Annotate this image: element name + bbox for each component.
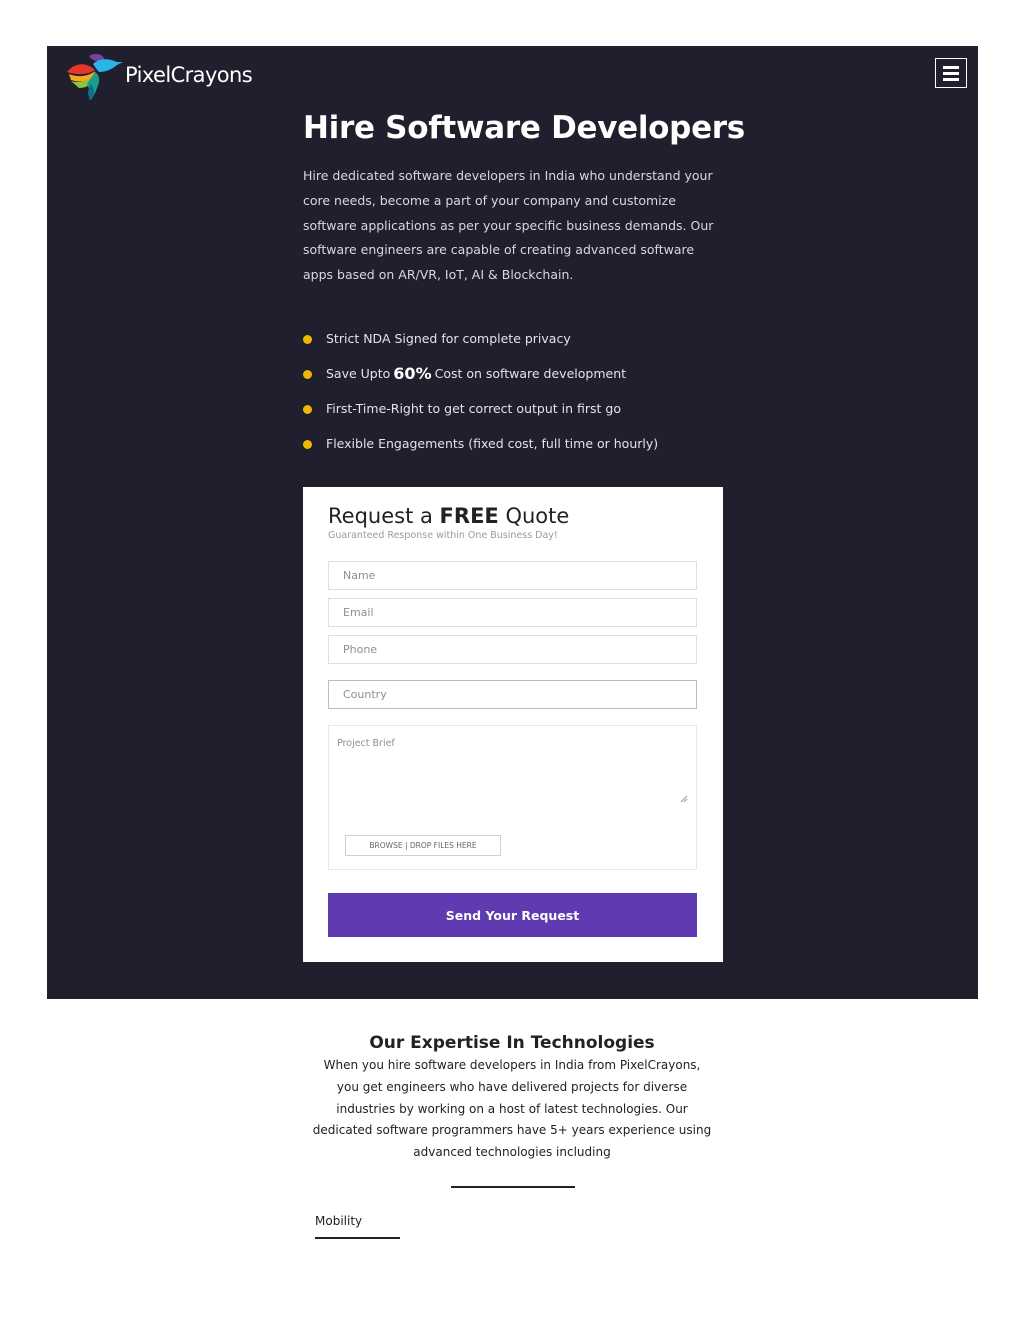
logo[interactable] [65, 50, 252, 102]
quote-form [303, 487, 723, 962]
bullet-dot-icon [303, 370, 312, 379]
email-field[interactable] [328, 598, 697, 627]
file-upload-button[interactable]: BROWSE | DROP FILES HERE [345, 835, 501, 856]
name-field[interactable] [328, 561, 697, 590]
hamburger-menu-button[interactable] [935, 58, 967, 88]
hummingbird-logo-icon [65, 50, 123, 102]
send-request-button[interactable]: Send Your Request [328, 893, 697, 937]
benefit-suffix: Cost on software development [434, 366, 627, 381]
expertise-title: Our Expertise In Technologies [369, 1033, 655, 1053]
bullet-dot-icon [303, 405, 312, 414]
quote-form-title: Request a FREE Quote [328, 504, 570, 528]
hero-section [47, 46, 978, 999]
project-brief-textarea[interactable] [337, 738, 690, 806]
benefits-list [303, 321, 658, 461]
bullet-dot-icon [303, 335, 312, 344]
resize-handle-icon[interactable] [679, 794, 688, 803]
benefit-text: Strict NDA Signed for complete privacy [326, 331, 571, 346]
tab-mobility[interactable]: Mobility [315, 1214, 363, 1228]
free-emphasis: FREE [439, 504, 499, 528]
list-item [303, 426, 658, 461]
list-item [303, 321, 658, 356]
project-brief-box [328, 725, 697, 870]
benefit-prefix: Save Upto [326, 366, 391, 381]
quote-form-subtitle: Guaranteed Response within One Business Day! [328, 530, 558, 541]
bullet-dot-icon [303, 440, 312, 449]
hamburger-menu-icon [943, 66, 959, 69]
list-item [303, 356, 658, 391]
expertise-description: When you hire software developers in India from PixelCrayons, you get engineers who have delivered projects for diverse industries by working on a host of latest technologies. Our dedicated software programmers have 5+ years experience using advanced technologies including [312, 1058, 712, 1160]
benefit-text: First-Time-Right to get correct output in first go [326, 401, 621, 416]
hero-description: Hire dedicated software developers in India who understand your core needs, become a part of your company and customize software applications as per your specific business demands. Our software engineers are capable of creating advanced software apps based on AR/VR, IoT, AI & Blockchain. [303, 168, 714, 283]
section-divider [451, 1186, 575, 1188]
active-tab-indicator [315, 1237, 400, 1239]
page-title: Hire Software Developers [303, 110, 745, 146]
phone-field[interactable] [328, 635, 697, 664]
savings-percentage: 60% [393, 364, 432, 383]
logo-text: PixelCrayons [125, 63, 253, 87]
list-item [303, 391, 658, 426]
benefit-text: Flexible Engagements (fixed cost, full time or hourly) [326, 436, 659, 451]
country-select[interactable] [328, 680, 697, 709]
